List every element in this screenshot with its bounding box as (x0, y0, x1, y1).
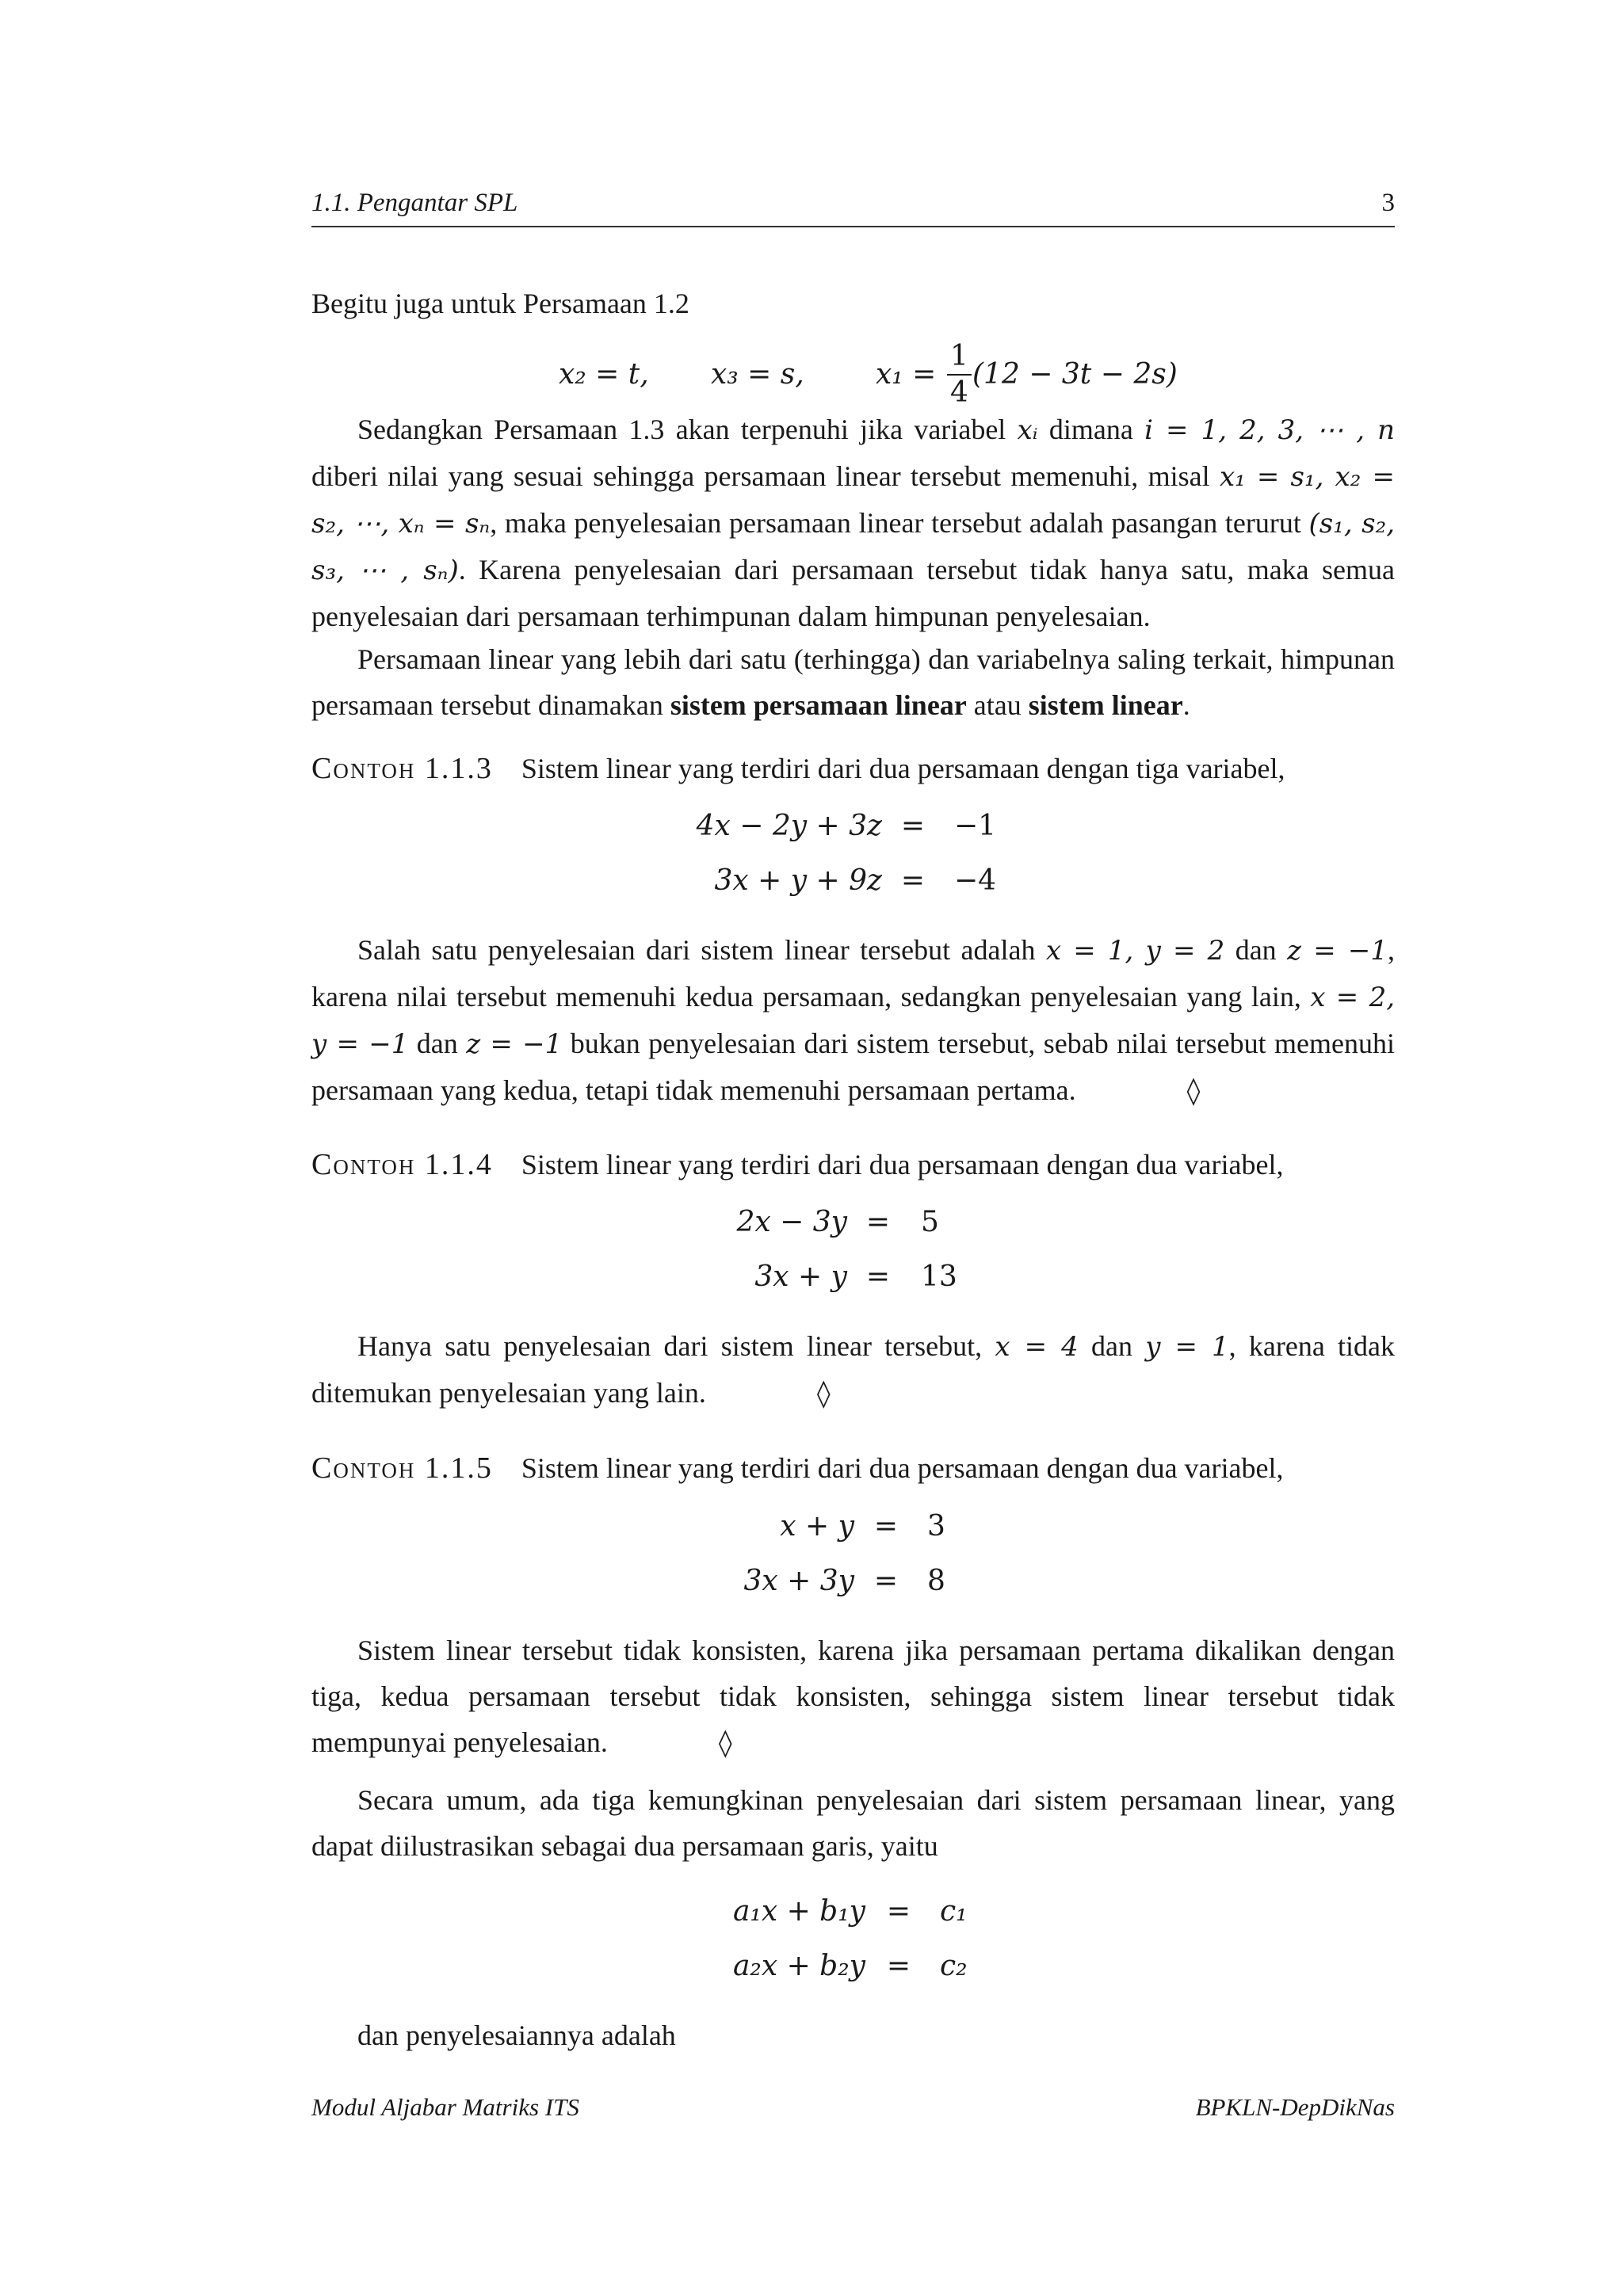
math-inline: x = 2, y = −1 (311, 982, 1396, 1060)
text-span: atau (966, 689, 1029, 721)
example-1-1-3-explanation (311, 927, 1395, 1114)
example-1-1-5-equations (0, 1510, 1623, 1621)
text-span: Sistem linear tersebut tidak konsisten, karena jika persamaan pertama dikalikan dengan tiga, kedua persamaan tersebut tidak konsisten, sehingga sistem linear tersebut tidak mempunyai penyelesaian. (311, 1634, 1395, 1758)
eq-lhs: 2x − 3y (736, 1206, 847, 1238)
end-of-example-icon: ◊ (816, 1378, 831, 1409)
math-inline: x = 4 (995, 1331, 1079, 1363)
eq-lhs: 3x + y (754, 1261, 847, 1293)
eq-lhs: 3x + 3y (743, 1565, 854, 1597)
page-number: 3 (1381, 189, 1395, 217)
eq-relation: = (886, 1950, 911, 1982)
text-span: . Karena penyelesaian dari persamaan tersebut tidak hanya satu, maka semua penyelesaian dari persamaan terhimpunan dalam himpunan penyelesaian. (311, 554, 1395, 632)
math-inline: (s₁, s₂, s₃, ⋯ , sₙ) (311, 508, 1396, 586)
math-inline: z = −1 (466, 1028, 563, 1060)
math-inline: z = −1 (1287, 935, 1388, 967)
text-span: dan (408, 1028, 467, 1059)
math-inline: y = 1 (1145, 1331, 1229, 1363)
eq-relation: = (886, 1895, 911, 1928)
eq-relation: = (900, 864, 926, 897)
eq-rhs: 3 (927, 1510, 945, 1543)
term-bold: sistem persamaan linear (670, 689, 967, 721)
end-of-example-icon: ◊ (1186, 1075, 1201, 1107)
paragraph-persamaan-1-3 (311, 406, 1395, 639)
text-span: . (1182, 689, 1190, 721)
text-span: dan (1224, 934, 1288, 966)
eq-relation: = (865, 1206, 891, 1238)
eq-lhs: 3x + y + 9z (714, 864, 882, 897)
general-equations (0, 1895, 1623, 2006)
paragraph-intro: Begitu juga untuk Persamaan 1.2 (311, 288, 689, 319)
eq1-fraction (947, 339, 972, 410)
example-label: Contoh 1.1.5 (311, 1451, 493, 1485)
end-of-example-icon: ◊ (718, 1727, 732, 1759)
example-label: Contoh 1.1.3 (311, 752, 493, 785)
example-text: Sistem linear yang terdiri dari dua persamaan dengan tiga variabel, (521, 753, 1285, 784)
section-title: 1.1. Pengantar SPL (311, 189, 518, 217)
footer-right: BPKLN-DepDikNas (1195, 2093, 1395, 2121)
math-inline: x = 1, y = 2 (1045, 935, 1225, 967)
text-span: dimana (1037, 414, 1145, 445)
eq-rhs: c₂ (940, 1950, 968, 1982)
term-bold: sistem linear (1028, 689, 1183, 721)
eq1-term-b: x₃ = s, (711, 358, 804, 391)
footer-left: Modul Aljabar Matriks ITS (311, 2093, 579, 2121)
math-inline: x₁ = s₁, x₂ = s₂, ⋯, xₙ = sₙ (311, 461, 1395, 540)
eq-rhs: −4 (954, 864, 997, 897)
paragraph-closing: dan penyelesaiannya adalah (357, 2019, 676, 2051)
example-1-1-3-heading (311, 746, 1395, 791)
header-rule (311, 226, 1395, 227)
text-span: Persamaan linear yang lebih dari satu (terhingga) dan variabelnya saling terkait, himpunan persamaan tersebut dinamakan (311, 643, 1395, 721)
math-inline: i = 1, 2, 3, ⋯ , n (1144, 414, 1395, 446)
example-1-1-4-explanation (311, 1323, 1395, 1417)
eq-relation: = (900, 810, 926, 842)
paragraph-general: Secara umum, ada tiga kemungkinan penyelesaian dari sistem persamaan linear, yang dapat diilustrasikan sebagai dua persamaan garis, yaitu (311, 1784, 1395, 1862)
eq-relation: = (873, 1565, 899, 1597)
example-text: Sistem linear yang terdiri dari dua persamaan dengan dua variabel, (521, 1149, 1284, 1180)
paragraph-definition (311, 636, 1395, 728)
eq-rhs: 5 (921, 1206, 939, 1238)
text-span: , karena nilai tersebut memenuhi kedua persamaan, sedangkan penyelesaian yang lain, (311, 934, 1396, 1013)
example-1-1-5-heading (311, 1445, 1395, 1491)
eq-lhs: x + y (780, 1510, 854, 1543)
text-span: bukan penyelesaian dari sistem tersebut, sebab nilai tersebut memenuhi persamaan yang kedua, tetapi tidak memenuhi persamaan pertama. (311, 1028, 1396, 1106)
text-span: diberi nilai yang sesuai sehingga persamaan linear tersebut memenuhi, misal (311, 460, 1220, 492)
eq-lhs: a₁x + b₁y (732, 1895, 865, 1928)
eq1-term-a: x₂ = t, (559, 358, 649, 391)
text-span: Salah satu penyelesaian dari sistem linear tersebut adalah (357, 934, 1046, 966)
eq-relation: = (873, 1510, 899, 1543)
example-label: Contoh 1.1.4 (311, 1148, 493, 1181)
example-1-1-5-explanation (311, 1627, 1395, 1766)
eq-relation: = (865, 1261, 891, 1293)
text-span: , karena tidak ditemukan penyelesaian yang lain. (311, 1330, 1396, 1409)
eq-rhs: c₁ (940, 1895, 968, 1928)
eq-lhs: a₂x + b₂y (732, 1950, 865, 1982)
math-inline: xᵢ (1017, 414, 1038, 446)
example-1-1-4-heading (311, 1142, 1395, 1188)
eq-lhs: 4x − 2y + 3z (696, 810, 882, 842)
text-span: Sedangkan Persamaan 1.3 akan terpenuhi jika variabel (357, 414, 1018, 445)
page-footer (311, 2093, 1395, 2122)
text-span: dan (1078, 1330, 1146, 1362)
eq1-term-c-lhs: x₁ = (876, 358, 937, 391)
eq1-fraction-numerator: 1 (947, 339, 972, 376)
eq-rhs: 13 (921, 1261, 957, 1293)
eq1-fraction-denominator: 4 (950, 376, 968, 409)
text-span: Hanya satu penyelesaian dari sistem linear tersebut, (357, 1330, 995, 1362)
eq-rhs: 8 (927, 1565, 945, 1597)
running-header (311, 189, 1395, 228)
eq1-term-c-rhs: (12 − 3t − 2s) (972, 358, 1178, 391)
text-span: , maka penyelesaian persamaan linear tersebut adalah pasangan terurut (490, 507, 1309, 539)
example-1-1-4-equations (0, 1206, 1623, 1317)
example-text: Sistem linear yang terdiri dari dua persamaan dengan dua variabel, (521, 1452, 1284, 1484)
example-1-1-3-equations (0, 810, 1623, 921)
eq-rhs: −1 (954, 810, 997, 842)
